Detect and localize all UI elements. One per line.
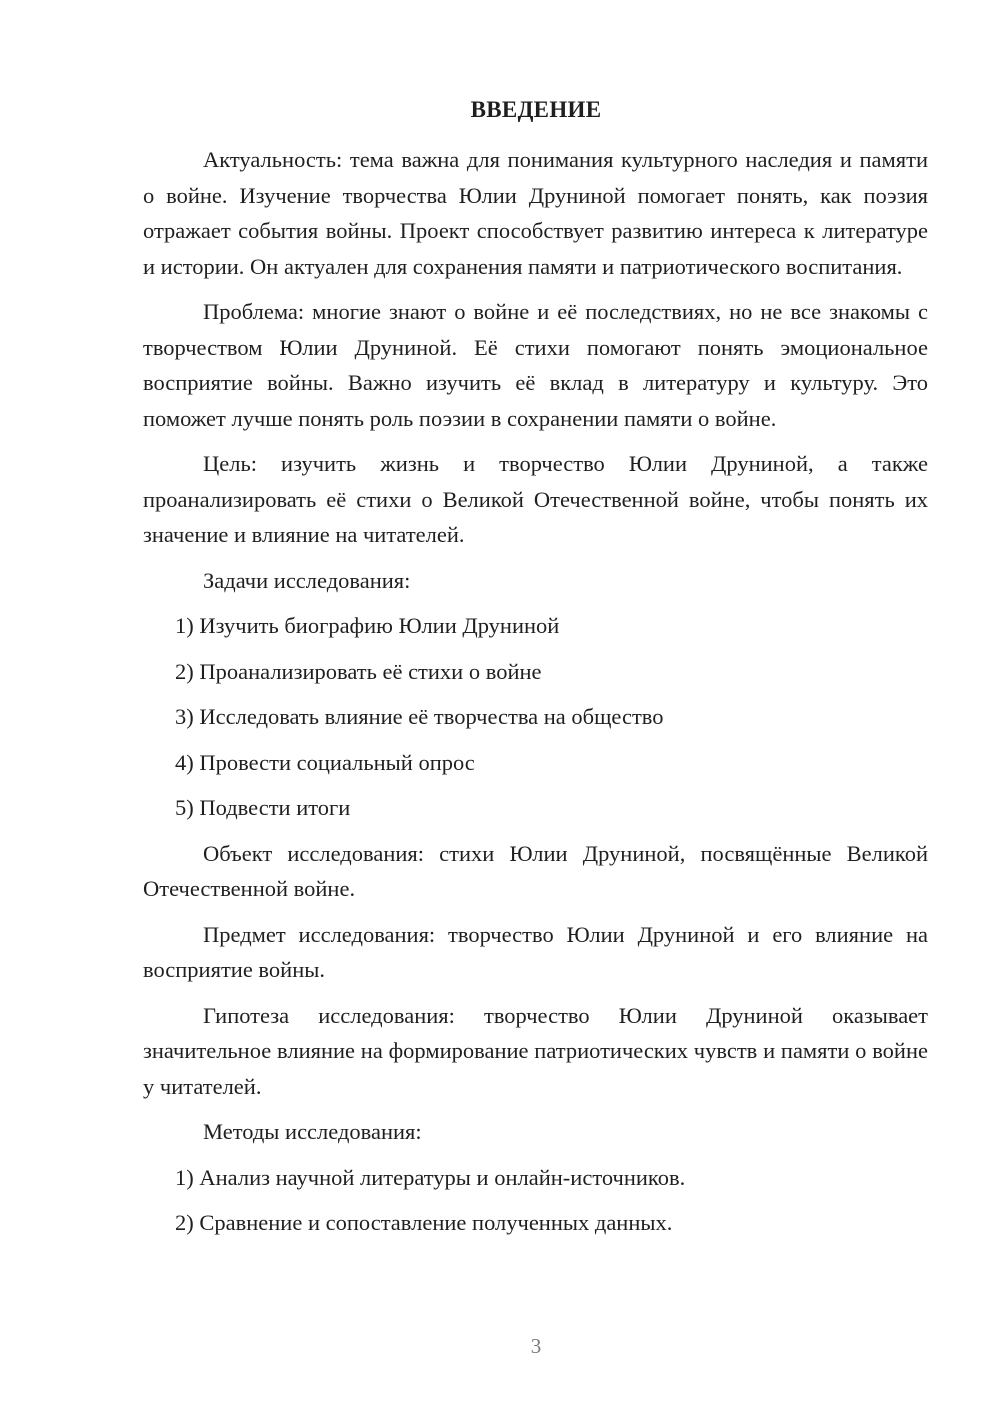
problem-paragraph: Проблема: многие знают о войне и её последствиях, но не все знакомы с творчеством Юлии Друниной. Её стихи помогают понять эмоциональное восприятие войны. Важно изучить её вклад в литературу и культуру. Это поможет лучше понять роль поэзии в сохранении памяти о войне. [143,299,928,431]
task-item-5: 5) Подвести итоги [175,795,351,820]
page-number: 3 [530,1334,542,1358]
goal-paragraph: Цель: изучить жизнь и творчество Юлии Друниной, а также проанализировать её стихи о Великой Отечественной войне, чтобы понять их значение и влияние на читателей. [143,451,928,547]
task-item-1: 1) Изучить биографию Юлии Друниной [175,613,560,638]
section-title: ВВЕДЕНИЕ [470,97,602,122]
page-content [143,142,928,1251]
method-item-2: 2) Сравнение и сопоставление полученных данных. [175,1210,673,1235]
hypothesis-paragraph: Гипотеза исследования: творчество Юлии Друниной оказывает значительное влияние на формирование патриотических чувств и памяти о войне у читателей. [143,1002,928,1099]
methods-heading: Методы исследования: [203,1119,422,1144]
subject-paragraph: Предмет исследования: творчество Юлии Друниной и его влияние на восприятие войны. [143,921,928,982]
method-item-1: 1) Анализ научной литературы и онлайн-источников. [175,1164,686,1190]
tasks-heading: Задачи исследования: [203,567,411,593]
task-item-4: 4) Провести социальный опрос [175,749,475,775]
task-item-2: 2) Проанализировать её стихи о войне [175,658,542,684]
object-paragraph: Объект исследования: стихи Юлии Друниной, посвящённые Великой Отечественной войне. [143,840,928,901]
relevance-paragraph: Актуальность: тема важна для понимания культурного наследия и памяти о войне. Изучение творчества Юлии Друниной помогает понять, как поэзия отражает события войны. Проект способствует развитию интереса к литературе и истории. Он актуален для сохранения памяти и патриотического воспитания. [143,147,928,279]
task-item-3: 3) Исследовать влияние её творчества на общество [175,704,664,729]
